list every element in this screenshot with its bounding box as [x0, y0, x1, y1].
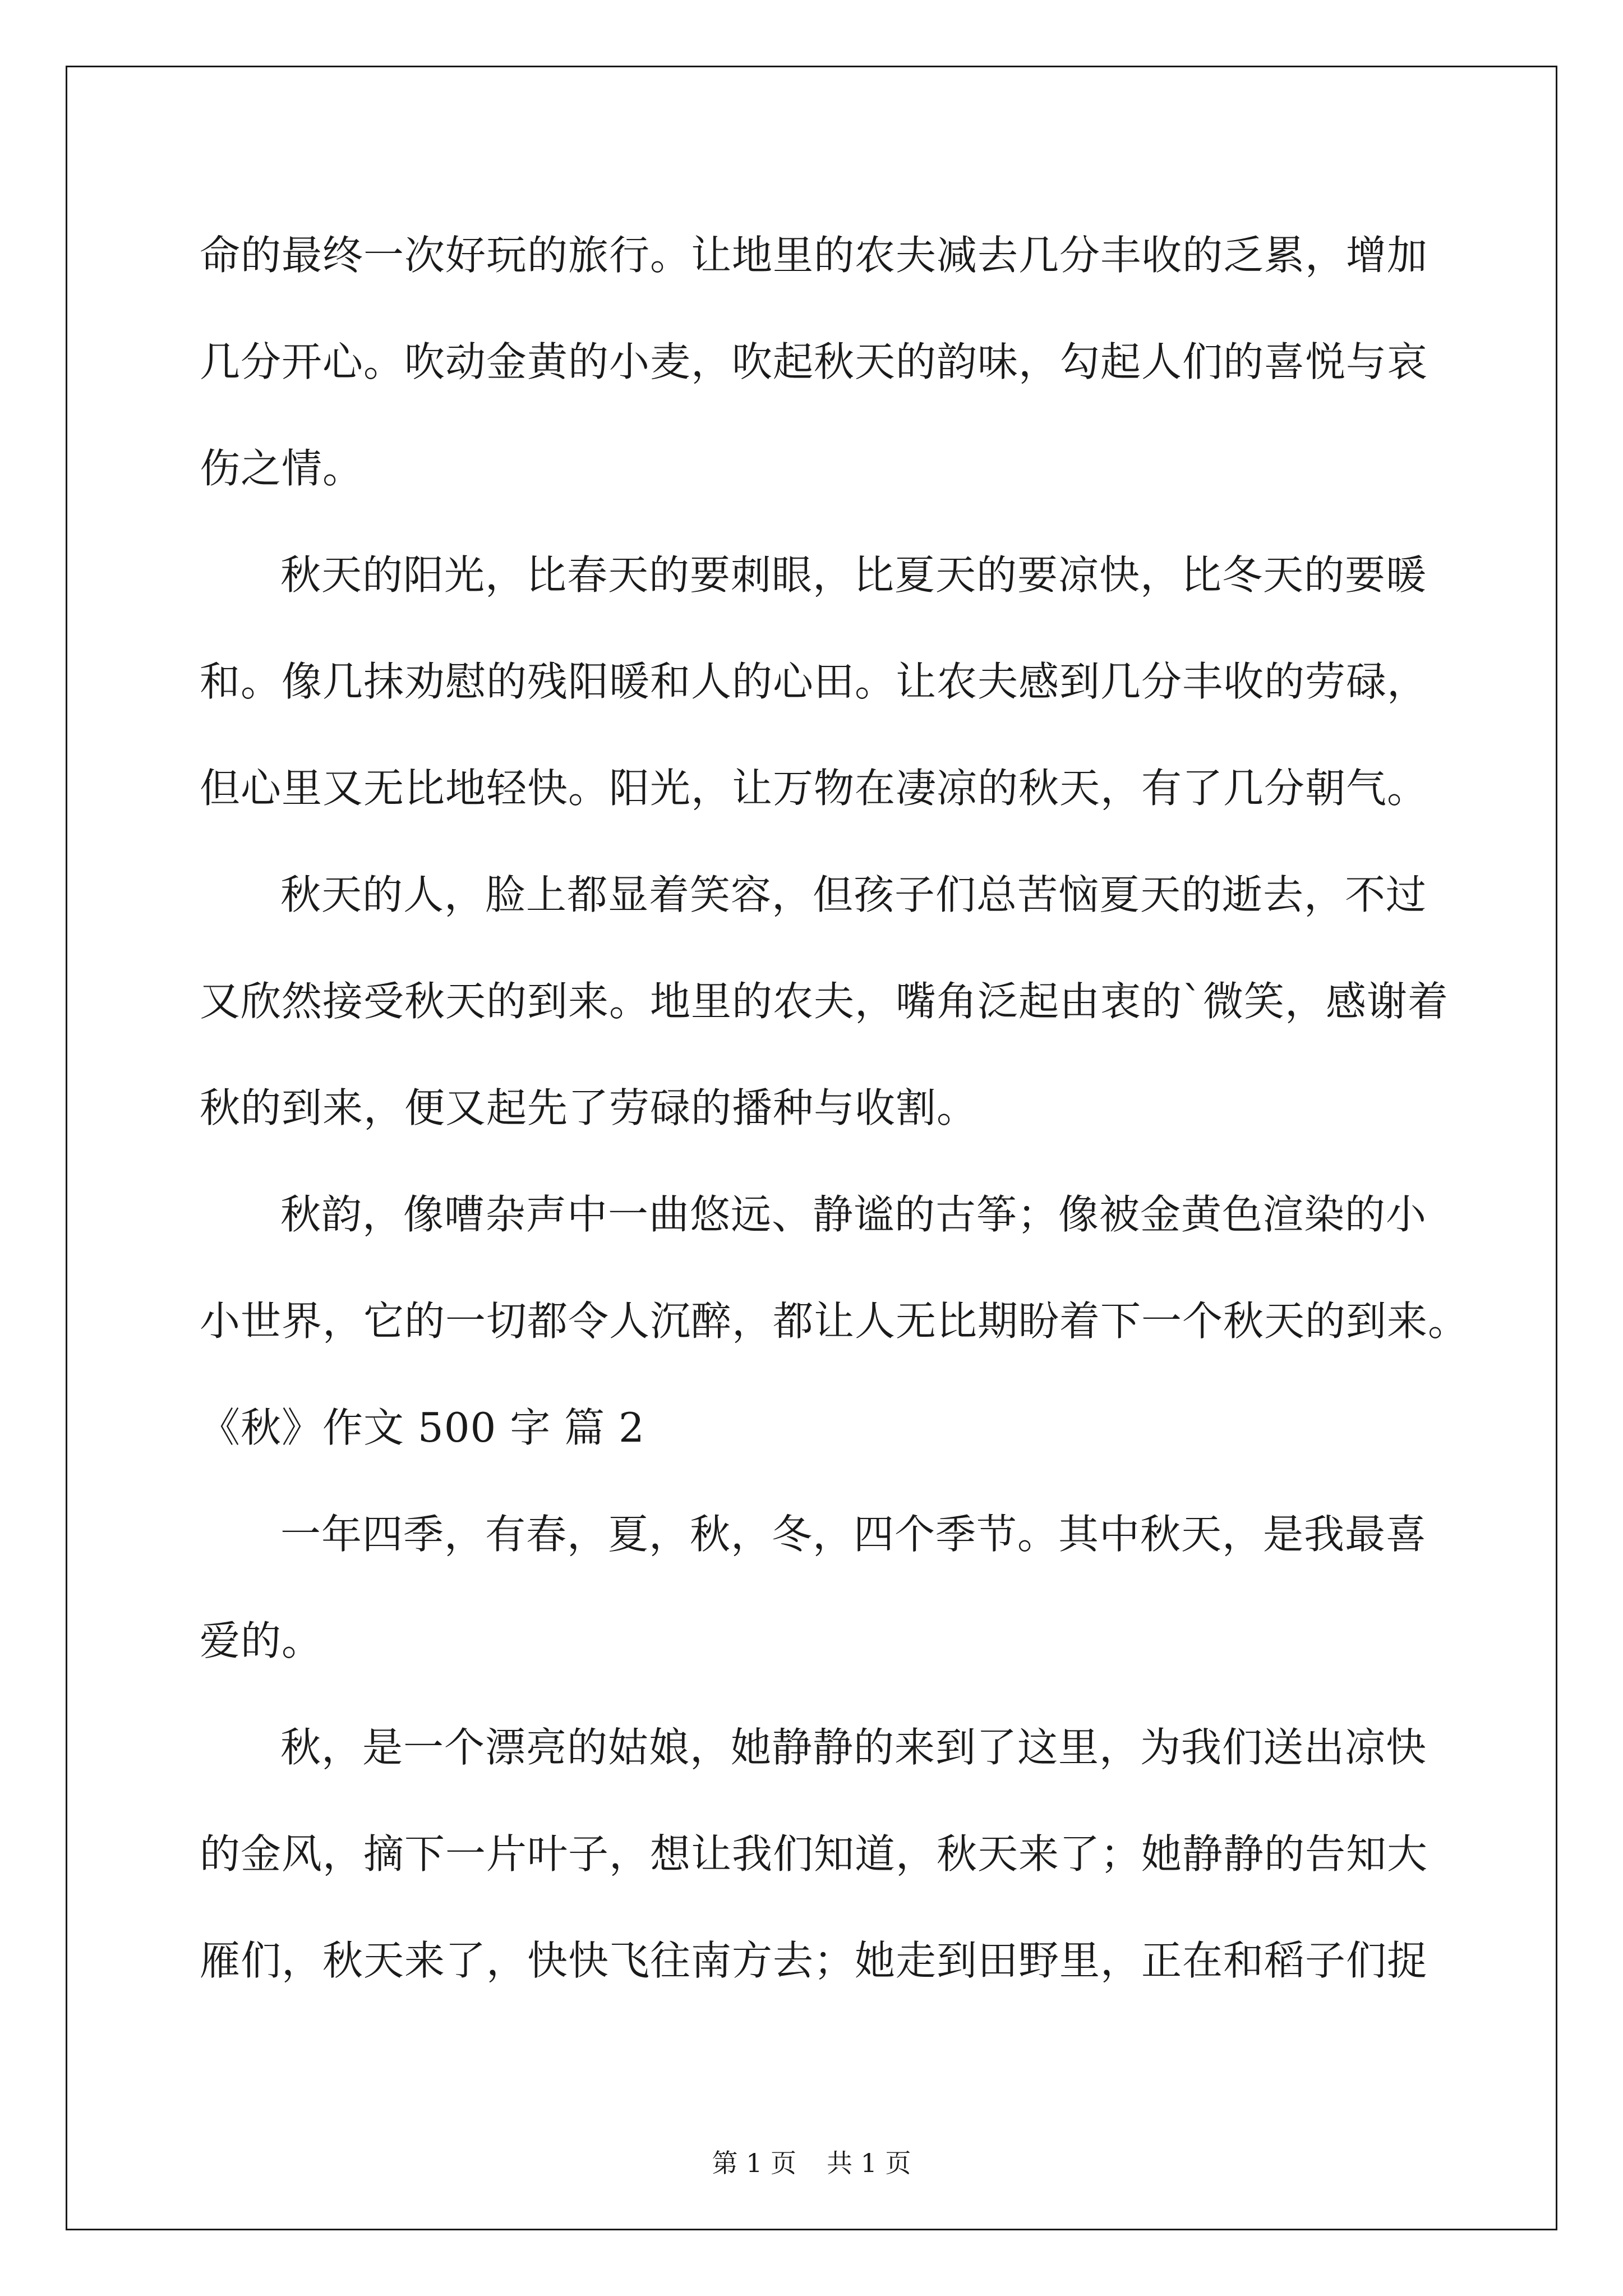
page-number: 第 1 页 — [712, 2148, 796, 2178]
text-line-1: 命的最终一次好玩的旅行。让地里的农夫减去几分丰收的乏累，增加 — [200, 232, 1428, 279]
text-line-3: 伤之情。 — [200, 445, 364, 492]
document-body — [200, 202, 1467, 2014]
text-line-15: 秋，是一个漂亮的姑娘，她静静的来到了这里，为我们送出凉快 — [280, 1724, 1427, 1771]
text-line-11: 小世界，它的一切都令人沉醉，都让人无比期盼着下一个秋天的到来。 — [200, 1297, 1469, 1345]
page-total: 共 1 页 — [827, 2148, 911, 2178]
page-footer — [0, 2146, 1623, 2180]
text-line-9: 秋的到来，便又起先了劳碌的播种与收割。 — [200, 1084, 978, 1131]
text-line-13: 一年四季，有春，夏，秋，冬，四个季节。其中秋天，是我最喜 — [280, 1511, 1427, 1558]
text-line-10: 秋韵，像嘈杂声中一曲悠远、静谧的古筝；像被金黄色渲染的小 — [280, 1191, 1427, 1238]
text-line-14: 爱的。 — [200, 1617, 323, 1664]
text-line-16: 的金风，摘下一片叶子，想让我们知道，秋天来了；她静静的告知大 — [200, 1830, 1428, 1878]
text-line-4: 秋天的阳光，比春天的要刺眼，比夏天的要凉快，比冬天的要暖 — [280, 551, 1427, 599]
text-line-7: 秋天的人，脸上都显着笑容，但孩子们总苦恼夏天的逝去，不过 — [280, 871, 1427, 918]
text-line-6: 但心里又无比地轻快。阳光，让万物在凄凉的秋天，有了几分朝气。 — [200, 765, 1428, 812]
text-line-5: 和。像几抹劝慰的残阳暖和人的心田。让农夫感到几分丰收的劳碌， — [200, 658, 1428, 705]
text-line-2: 几分开心。吹动金黄的小麦，吹起秋天的韵味，勾起人们的喜悦与哀 — [200, 338, 1428, 385]
text-line-17: 雁们，秋天来了，快快飞往南方去；她走到田野里，正在和稻子们捉 — [200, 1937, 1428, 1984]
text-line-8: 又欣然接受秋天的到来。地里的农夫，嘴角泛起由衷的`微笑，感谢着 — [200, 978, 1449, 1025]
section-heading: 《秋》作文 500 字 篇 2 — [200, 1404, 645, 1451]
